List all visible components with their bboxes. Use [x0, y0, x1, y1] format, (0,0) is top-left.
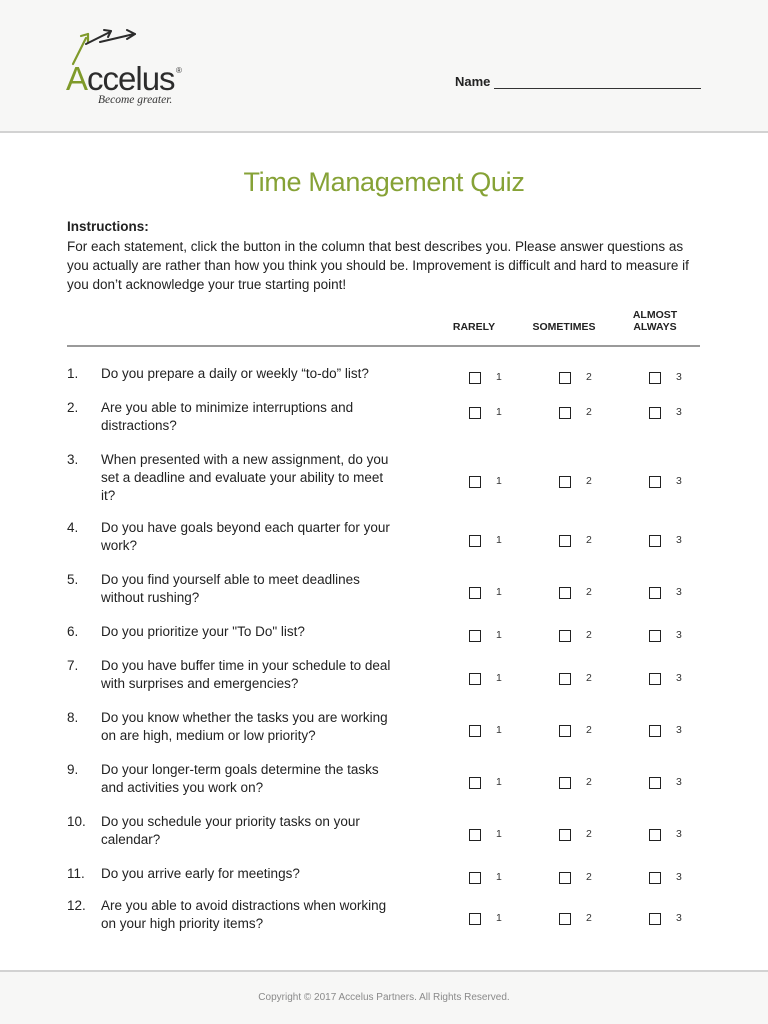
- question-text: When presented with a new assignment, do you set a deadline and evaluate your ability to meet it?: [101, 452, 389, 503]
- question-text: Are you able to avoid distractions when working on your high priority items?: [101, 898, 387, 931]
- checkbox[interactable]: [469, 777, 481, 789]
- option-value: 2: [586, 776, 592, 788]
- option-value: 1: [496, 534, 502, 546]
- question-number: 2.: [67, 400, 79, 415]
- option-value: 2: [586, 534, 592, 546]
- logo-letter-a: A: [66, 60, 88, 97]
- option-value: 1: [496, 776, 502, 788]
- question-text: Do your longer-term goals determine the tasks and activities you work on?: [101, 762, 379, 795]
- question-number: 4.: [67, 520, 79, 535]
- option-value: 3: [676, 475, 682, 487]
- option-value: 3: [676, 534, 682, 546]
- copyright-text: Copyright © 2017 Accelus Partners. All Rights Reserved.: [258, 992, 510, 1003]
- option-value: 1: [496, 828, 502, 840]
- question-number: 3.: [67, 452, 79, 467]
- checkbox[interactable]: [649, 725, 661, 737]
- logo-tagline: Become greater.: [98, 94, 173, 106]
- registered-mark: ®: [176, 66, 182, 75]
- checkbox[interactable]: [559, 535, 571, 547]
- checkbox[interactable]: [649, 829, 661, 841]
- question-number: 12.: [67, 898, 86, 913]
- option-value: 1: [496, 871, 502, 883]
- option-value: 1: [496, 724, 502, 736]
- question-text: Do you have buffer time in your schedule to deal with surprises and emergencies?: [101, 658, 391, 691]
- page-header: [0, 0, 768, 132]
- option-value: 3: [676, 871, 682, 883]
- checkbox[interactable]: [469, 725, 481, 737]
- checkbox[interactable]: [469, 872, 481, 884]
- option-value: 1: [496, 371, 502, 383]
- checkbox[interactable]: [559, 372, 571, 384]
- checkbox[interactable]: [559, 913, 571, 925]
- question-text: Do you arrive early for meetings?: [101, 866, 300, 881]
- column-header-sometimes: SOMETIMES: [532, 321, 596, 333]
- option-value: 2: [586, 475, 592, 487]
- option-value: 1: [496, 672, 502, 684]
- checkbox[interactable]: [649, 407, 661, 419]
- checkbox[interactable]: [469, 476, 481, 488]
- question-number: 10.: [67, 814, 86, 829]
- logo-letters: ccelus: [87, 60, 175, 97]
- page-title: Time Management Quiz: [243, 167, 525, 197]
- option-value: 3: [676, 629, 682, 641]
- option-value: 1: [496, 629, 502, 641]
- option-value: 3: [676, 912, 682, 924]
- name-field[interactable]: [494, 88, 701, 89]
- question-text: Do you find yourself able to meet deadlines without rushing?: [101, 572, 360, 605]
- checkbox[interactable]: [649, 587, 661, 599]
- name-label: Name: [455, 74, 491, 89]
- question-text: Are you able to minimize interruptions and distractions?: [101, 400, 354, 433]
- checkbox[interactable]: [469, 372, 481, 384]
- question-number: 5.: [67, 572, 79, 587]
- question-number: 9.: [67, 762, 79, 777]
- option-value: 1: [496, 912, 502, 924]
- question-text: Do you know whether the tasks you are working on are high, medium or low priority?: [101, 710, 388, 743]
- option-value: 3: [676, 406, 682, 418]
- checkbox[interactable]: [559, 725, 571, 737]
- checkbox[interactable]: [649, 630, 661, 642]
- checkbox[interactable]: [559, 872, 571, 884]
- option-value: 1: [496, 586, 502, 598]
- checkbox[interactable]: [649, 872, 661, 884]
- option-value: 1: [496, 406, 502, 418]
- logo-wordmark: [66, 60, 175, 98]
- footer-divider: [0, 970, 768, 972]
- option-value: 3: [676, 776, 682, 788]
- option-value: 3: [676, 828, 682, 840]
- checkbox[interactable]: [469, 829, 481, 841]
- instructions-text: For each statement, click the button in the column that best describes you. Please answer questions as you actually are rather than how you think you should be. Improvement is difficult and hard to measure if you don’t acknowledge your true starting point!: [67, 239, 689, 292]
- option-value: 3: [676, 586, 682, 598]
- column-header-rarely: RARELY: [452, 321, 496, 333]
- checkbox[interactable]: [649, 673, 661, 685]
- question-text: Do you prepare a daily or weekly “to-do” list?: [101, 366, 369, 381]
- accelus-logo: [64, 22, 194, 112]
- quiz-content: [0, 133, 768, 970]
- question-number: 11.: [67, 866, 85, 881]
- instructions-heading: Instructions:: [67, 219, 149, 234]
- option-value: 2: [586, 672, 592, 684]
- option-value: 2: [586, 629, 592, 641]
- checkbox[interactable]: [649, 372, 661, 384]
- checkbox[interactable]: [559, 777, 571, 789]
- option-value: 2: [586, 828, 592, 840]
- question-number: 7.: [67, 658, 79, 673]
- question-number: 8.: [67, 710, 79, 725]
- option-value: 2: [586, 912, 592, 924]
- option-value: 2: [586, 724, 592, 736]
- checkbox[interactable]: [649, 777, 661, 789]
- column-header-almost-always: ALMOST ALWAYS: [632, 309, 678, 333]
- checkbox[interactable]: [649, 913, 661, 925]
- checkbox[interactable]: [559, 476, 571, 488]
- checkbox[interactable]: [469, 407, 481, 419]
- checkbox[interactable]: [559, 673, 571, 685]
- checkbox[interactable]: [559, 630, 571, 642]
- checkbox[interactable]: [469, 673, 481, 685]
- question-text: Do you have goals beyond each quarter for your work?: [101, 520, 390, 553]
- option-value: 3: [676, 371, 682, 383]
- checkbox[interactable]: [559, 587, 571, 599]
- column-divider: [67, 345, 700, 347]
- option-value: 3: [676, 724, 682, 736]
- checkbox[interactable]: [469, 587, 481, 599]
- question-text: Do you prioritize your "To Do" list?: [101, 624, 305, 639]
- option-value: 2: [586, 871, 592, 883]
- question-number: 6.: [67, 624, 79, 639]
- option-value: 2: [586, 586, 592, 598]
- checkbox[interactable]: [559, 407, 571, 419]
- option-value: 2: [586, 406, 592, 418]
- option-value: 3: [676, 672, 682, 684]
- checkbox[interactable]: [649, 535, 661, 547]
- checkbox[interactable]: [649, 476, 661, 488]
- checkbox[interactable]: [469, 535, 481, 547]
- option-value: 2: [586, 371, 592, 383]
- checkbox[interactable]: [469, 913, 481, 925]
- checkbox[interactable]: [469, 630, 481, 642]
- question-text: Do you schedule your priority tasks on your calendar?: [101, 814, 360, 847]
- option-value: 1: [496, 475, 502, 487]
- question-number: 1.: [67, 366, 79, 381]
- checkbox[interactable]: [559, 829, 571, 841]
